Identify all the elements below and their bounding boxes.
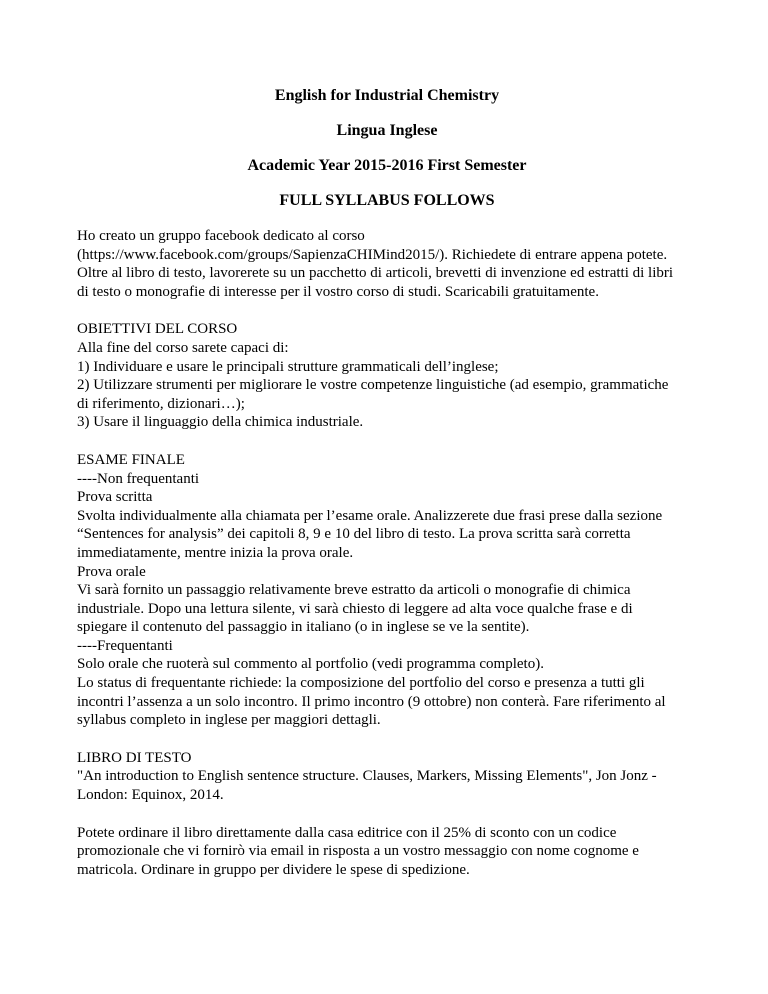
objectives-section — [77, 320, 697, 432]
exam-line: immediatamente, mentre inizia la prova orale. — [77, 544, 354, 561]
ordering-line: matricola. Ordinare in gruppo per dividere le spese di spedizione. — [77, 861, 470, 878]
exam-heading: ESAME FINALE — [77, 451, 185, 468]
document-title: English for Industrial Chemistry — [274, 87, 500, 104]
objectives-line: 2) Utilizzare strumenti per migliorare le vostre competenze linguistiche (ad esempio, grammatiche — [77, 377, 669, 394]
textbook-heading: LIBRO DI TESTO — [77, 749, 192, 766]
exam-line: Prova orale — [77, 563, 146, 580]
textbook-section — [77, 749, 697, 805]
intro-line: Ho creato un gruppo facebook dedicato al corso — [77, 228, 365, 244]
exam-line: “Sentences for analysis” dei capitoli 8, 9 e 10 del libro di testo. La prova scritta sarà corretta — [77, 526, 631, 543]
objectives-line: Alla fine del corso sarete capaci di: — [77, 339, 289, 356]
exam-line: syllabus completo in inglese per maggiori dettagli. — [77, 712, 381, 729]
exam-line: spiegare il contenuto del passaggio in italiano (o in inglese se ve la sentite). — [77, 619, 530, 636]
intro-line: Oltre al libro di testo, lavorerete su un pacchetto di articoli, brevetti di invenzione ed estratti di libri — [77, 265, 674, 282]
syllabus-heading: FULL SYLLABUS FOLLOWS — [279, 192, 495, 209]
document-page — [77, 66, 697, 879]
exam-line: ----Non frequentanti — [77, 470, 200, 487]
textbook-line: "An introduction to English sentence structure. Clauses, Markers, Missing Elements", Jon Jonz - — [77, 768, 657, 785]
ordering-line: promozionale che vi fornirò via email in risposta a un vostro messaggio con nome cognome e — [77, 843, 639, 860]
document-subtitle: Lingua Inglese — [336, 122, 438, 139]
exam-line: Svolta individualmente alla chiamata per l’esame orale. Analizzerete due frasi prese dalla sezione — [77, 507, 663, 524]
exam-line: Solo orale che ruoterà sul commento al portfolio (vedi programma completo). — [77, 656, 544, 673]
exam-line: ----Frequentanti — [77, 637, 173, 654]
objectives-heading: OBIETTIVI DEL CORSO — [77, 321, 238, 338]
intro-line: (https://www.facebook.com/groups/SapienzaCHIMind2015/). Richiedete di entrare appena potete. — [77, 246, 668, 263]
objectives-line: di riferimento, dizionari…); — [77, 395, 245, 412]
objectives-line: 1) Individuare e usare le principali strutture grammaticali dell’inglese; — [77, 358, 499, 375]
exam-line: industriale. Dopo una lettura silente, vi sarà chiesto di leggere ad alta voce qualche frase e di — [77, 600, 633, 617]
academic-year-heading: Academic Year 2015-2016 First Semester — [247, 157, 527, 174]
exam-section — [77, 451, 697, 730]
exam-line: incontri l’assenza a un solo incontro. Il primo incontro (9 ottobre) non conterà. Fare riferimento al — [77, 693, 666, 710]
textbook-line: London: Equinox, 2014. — [77, 787, 224, 804]
intro-line: di testo o monografie di interesse per il vostro corso di studi. Scaricabili gratuitamente. — [77, 283, 599, 300]
objectives-line: 3) Usare il linguaggio della chimica industriale. — [77, 414, 364, 431]
exam-line: Prova scritta — [77, 489, 153, 506]
ordering-paragraph — [77, 824, 697, 880]
ordering-line: Potete ordinare il libro direttamente dalla casa editrice con il 25% di sconto con un codice — [77, 824, 617, 841]
exam-line: Lo status di frequentante richiede: la composizione del portfolio del corso e presenza a tutti gli — [77, 675, 645, 692]
intro-paragraph — [77, 227, 697, 301]
exam-line: Vi sarà fornito un passaggio relativamente breve estratto da articoli o monografie di chimica — [77, 582, 631, 599]
